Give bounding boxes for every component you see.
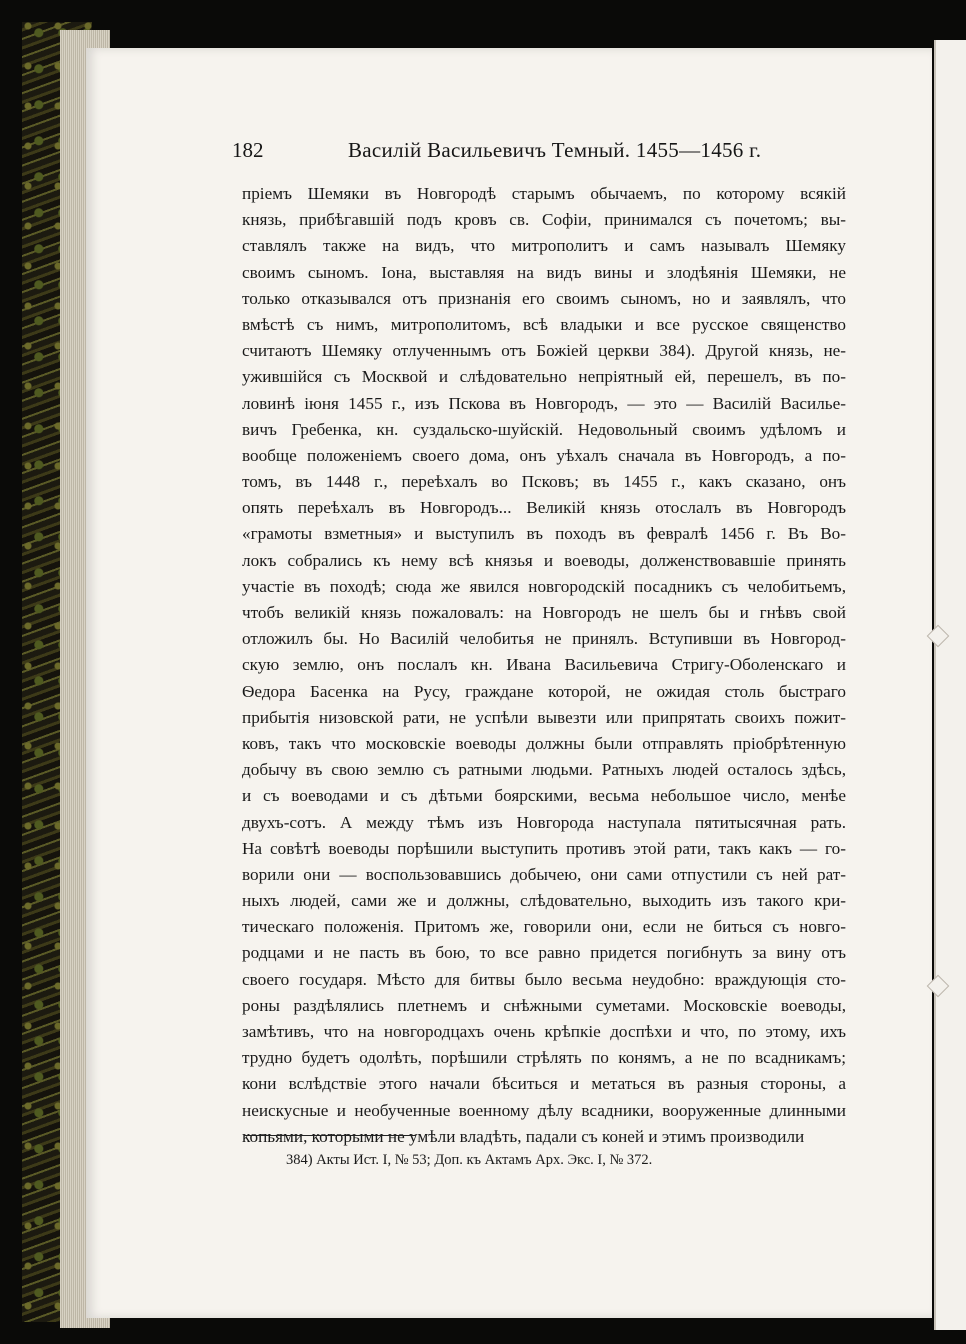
- text-line: считаютъ Шемяку отлученнымъ отъ Божіей церкви 384). Другой князь, не-: [242, 341, 846, 361]
- running-title: Василій Васильевичъ Темный. 1455—1456 г.: [348, 138, 762, 162]
- text-line: отложилъ бы. Но Василій челобитья не принялъ. Вступивши въ Новгород-: [242, 629, 846, 649]
- text-line: вмѣстѣ съ нимъ, митрополитомъ, всѣ владыки и все русское священство: [242, 314, 846, 334]
- text-line: ставлялъ также на видъ, что митрополитъ и самъ называлъ Шемяку: [242, 236, 846, 256]
- text-line: неискусные и необученные военному дѣлу всадники, вооруженные длинными: [242, 1100, 846, 1120]
- page-number: 182: [232, 138, 264, 162]
- text-line: Ѳедора Басенка на Русу, граждане которой, не ожидая столь быстраго: [242, 681, 846, 701]
- text-line: ловинѣ іюня 1455 г., изъ Пскова въ Новгородъ, — это — Василій Василье-: [242, 393, 846, 413]
- text-line: вообще положеніемъ своего дома, онъ уѣхалъ сначала въ Новгородъ, а по-: [242, 445, 846, 465]
- text-line: князь, прибѣгавшій подъ кровъ св. Софіи, принимался съ почетомъ; вы-: [242, 210, 846, 230]
- text-line: вичъ Гребенка, кн. суздальско-шуйскій. Недовольный своимъ удѣломъ и: [242, 419, 846, 439]
- running-header: [232, 138, 832, 168]
- text-line: чтобъ великій князь пожаловалъ: на Новгородъ не шелъ бы и гнѣвъ свой: [242, 603, 846, 622]
- text-line: ужившійся съ Москвой и слѣдовательно непріятный ей, перешелъ, въ по-: [242, 367, 846, 387]
- text-line: локъ собрались къ нему всѣ князья и воеводы, долженствовавшіе принять: [242, 550, 846, 570]
- text-line: роны раздѣлялись плетнемъ и снѣжными суметами. Московскіе воеводы,: [242, 995, 846, 1015]
- text-line: ныхъ людей, сами же и должны, слѣдовательно, выходить изъ такого кри-: [242, 891, 846, 911]
- text-line: и съ воеводами и съ дѣтьми боярскими, весьма небольшое число, менѣе: [242, 786, 846, 806]
- text-line: родцами и не пасть въ бою, то все равно придется погибнуть за вину отъ: [242, 943, 846, 963]
- footnote: 384) Акты Ист. I, № 53; Доп. къ Актамъ Арх. Экс. I, № 372.: [286, 1152, 653, 1168]
- text-line: пріемъ Шемяки въ Новгородѣ старымъ обычаемъ, по которому всякій: [242, 184, 846, 203]
- text-line: копьями, которыми не умѣли владѣть, падали съ коней и этимъ производили: [242, 1126, 805, 1146]
- text-line: опять переѣхалъ въ Новгородъ... Великій князь отослалъ въ Новгородъ: [242, 498, 846, 518]
- text-line: участіе въ походѣ; сюда же явился новгородскій посадникъ съ челобитьемъ,: [242, 576, 846, 596]
- body-text: [242, 181, 846, 1150]
- text-line: томъ, въ 1448 г., переѣхалъ во Псковъ; въ 1455 г., какъ сказано, онъ: [242, 472, 846, 492]
- text-line: прибытія низовской рати, не успѣли вывезти или припрятать своихъ пожит-: [242, 707, 846, 727]
- text-line: добычу въ свою землю съ ратными людьми. Ратныхъ людей осталось здѣсь,: [242, 760, 846, 780]
- text-line: скую землю, онъ послалъ кн. Ивана Васильевича Стригу-Оболенскаго и: [242, 655, 846, 675]
- footnote-rule: [244, 1135, 416, 1136]
- text-line: двухъ-сотъ. А между тѣмъ изъ Новгорода наступала пятитысячная рать.: [242, 812, 846, 832]
- text-line: только отказывался отъ признанія его своимъ сыномъ, но и заявлялъ, что: [242, 288, 846, 308]
- next-page-edge: [934, 40, 966, 1330]
- text-line: ворили они — воспользовавшись добычею, они сами отпустили съ ней рат-: [242, 864, 846, 884]
- text-line: тическаго положенія. Притомъ же, говорили они, если не биться съ новго-: [242, 917, 846, 937]
- text-line: На совѣтѣ воеводы порѣшили выступить противъ этой рати, такъ какъ — го-: [242, 838, 846, 858]
- text-line: трудно будетъ одолѣть, порѣшили стрѣлять по конямъ, а не по всадникамъ;: [242, 1048, 846, 1068]
- text-line: ковъ, такъ что московскіе воеводы должны были отправлять пріобрѣтенную: [242, 733, 846, 753]
- text-line: кони вслѣдствіе этого начали бѣситься и метаться въ разныя стороны, а: [242, 1074, 846, 1094]
- text-line: замѣтивъ, что на новгородцахъ очень крѣпкіе доспѣхи и что, по этому, ихъ: [242, 1022, 846, 1041]
- text-line: «грамоты взметныя» и выступилъ въ походъ въ февралѣ 1456 г. Въ Во-: [242, 524, 846, 544]
- text-line: своего государя. Мѣсто для битвы было весьма неудобно: враждующія сто-: [242, 969, 846, 989]
- text-line: своимъ сыномъ. Іона, выставляя на видъ вины и злодѣянія Шемяки, не: [242, 262, 846, 282]
